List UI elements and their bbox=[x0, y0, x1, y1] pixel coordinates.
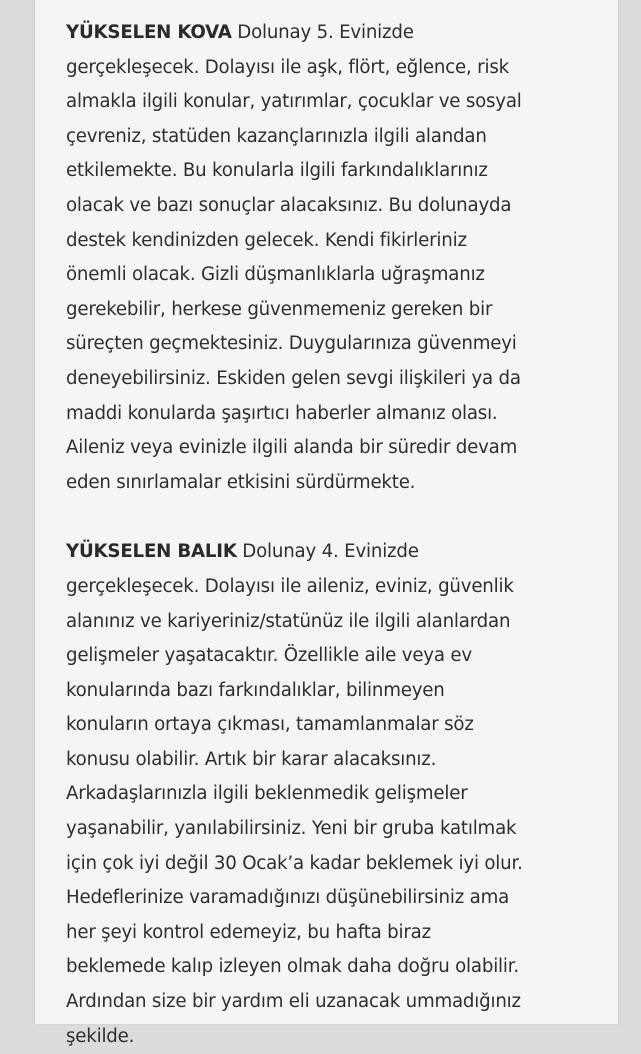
paragraph-line: olacak ve bazı sonuçlar alacaksınız. Bu dolunayda bbox=[66, 194, 512, 216]
paragraph-line: çevreniz, statüden kazançlarınızla ilgili alandan bbox=[66, 125, 487, 147]
paragraph-line: konusu olabilir. Artık bir karar alacaksınız. bbox=[66, 748, 437, 770]
paragraph-line: Aileniz veya evinizle ilgili alanda bir süredir devam bbox=[66, 437, 518, 459]
section-intro-text: Dolunay 4. Evinizde bbox=[236, 541, 419, 563]
paragraph-line: önemli olacak. Gizli düşmanlıklarla uğraşmanız bbox=[66, 264, 485, 286]
section-first-line bbox=[66, 535, 596, 570]
horoscope-article bbox=[66, 16, 596, 1054]
paragraph-line: konularında bazı farkındalıklar, bilinmeyen bbox=[66, 679, 445, 701]
paragraph-line: için çok iyi değil 30 Ocak’a kadar beklemek iyi olur. bbox=[66, 852, 523, 874]
paragraph-line: Arkadaşlarınızla ilgili beklenmedik gelişmeler bbox=[66, 783, 468, 805]
paragraph-line: gerçekleşecek. Dolayısı ile aşk, flört, eğlence, risk bbox=[66, 56, 509, 78]
paragraph-line: şekilde. bbox=[66, 1025, 135, 1047]
paragraph-line: alanınız ve kariyeriniz/statünüz ile ilgili alanlardan bbox=[66, 610, 511, 632]
paragraph-line: etkilemekte. Bu konularla ilgili farkındalıklarınız bbox=[66, 160, 488, 182]
paragraph-line: yaşanabilir, yanılabilirsiniz. Yeni bir gruba katılmak bbox=[66, 818, 517, 840]
paragraph-line: konuların ortaya çıkması, tamamlanmalar söz bbox=[66, 714, 474, 736]
section-heading: YÜKSELEN BALIK bbox=[66, 541, 237, 563]
section-kova bbox=[66, 16, 596, 500]
paragraph-line: almakla ilgili konular, yatırımlar, çocuklar ve sosyal bbox=[66, 91, 522, 113]
paragraph-line: her şeyi kontrol edemeyiz, bu hafta biraz bbox=[66, 921, 431, 943]
paragraph-line: destek kendinizden gelecek. Kendi fikirleriniz bbox=[66, 229, 467, 251]
paragraph-line: gerçekleşecek. Dolayısı ile aileniz, eviniz, güvenlik bbox=[66, 575, 514, 597]
paragraph-line: gelişmeler yaşatacaktır. Özellikle aile veya ev bbox=[66, 645, 472, 667]
section-intro-text: Dolunay 5. Evinizde bbox=[231, 22, 414, 43]
section-balik bbox=[66, 535, 596, 1054]
paragraph-line: maddi konularda şaşırtıcı haberler almanız olası. bbox=[66, 402, 498, 424]
paragraph-line: deneyebilirsiniz. Eskiden gelen sevgi ilişkileri ya da bbox=[66, 367, 521, 389]
section-heading: YÜKSELEN KOVA bbox=[66, 22, 232, 43]
paragraph-line: gerekebilir, herkese güvenmemeniz gereken bir bbox=[66, 298, 493, 320]
paragraph-line: Hedeflerinize varamadığınızı düşünebilirsiniz ama bbox=[66, 887, 510, 909]
paragraph-line: eden sınırlamalar etkisini sürdürmekte. bbox=[66, 471, 416, 493]
paragraph-line: Ardından size bir yardım eli uzanacak ummadığınız bbox=[66, 991, 521, 1013]
section-first-line bbox=[66, 16, 596, 51]
paragraph-line: beklemede kalıp izleyen olmak daha doğru olabilir. bbox=[66, 956, 519, 978]
paragraph-line: süreçten geçmektesiniz. Duygularınıza güvenmeyi bbox=[66, 333, 517, 355]
